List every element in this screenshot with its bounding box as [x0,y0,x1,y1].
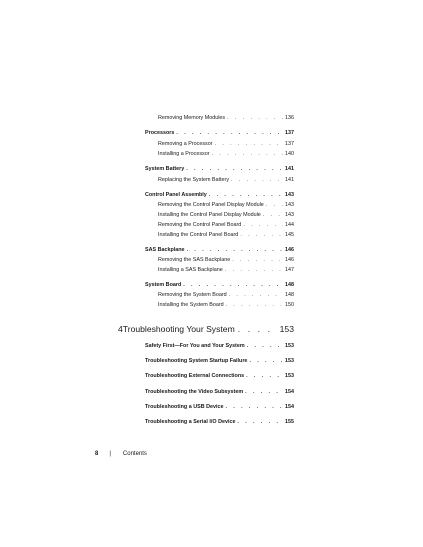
toc-heading-label: System Board [145,282,182,288]
toc-entry-page: 136 [285,115,294,121]
page-number: 8 [95,451,99,457]
toc-heading-page: 154 [285,404,294,410]
dot-leader [229,293,283,298]
toc-heading-label: Control Panel Assembly [145,192,207,198]
toc-entry-page: 147 [285,267,294,273]
toc-heading-label: Troubleshooting a Serial I/O Device [145,419,236,425]
toc-heading[interactable] [145,420,294,425]
toc-entry[interactable] [158,293,294,298]
toc-entry-label: Installing a Processor [158,151,210,157]
toc-entry[interactable] [158,233,294,238]
dot-leader [209,193,283,198]
toc-entry-label: Removing a Processor [158,141,213,147]
dot-leader [237,420,283,425]
dot-leader [249,359,283,364]
dot-leader [246,374,283,379]
toc-heading[interactable] [145,248,294,253]
dot-leader [243,223,283,228]
toc-heading[interactable] [145,344,294,349]
toc-entry-label: Installing the Control Panel Display Module [158,212,261,218]
dot-leader [232,258,283,263]
dot-leader [215,142,283,147]
toc-entry[interactable] [158,213,294,218]
chapter-page: 153 [279,324,294,334]
toc-heading[interactable] [145,374,294,379]
toc-heading-page: 153 [285,358,294,364]
toc-entry[interactable] [158,223,294,228]
toc-heading-label: Processors [145,130,175,136]
toc-heading-page: 137 [285,130,294,136]
toc-entry-page: 143 [285,202,294,208]
page-footer [95,451,147,457]
toc-entry[interactable] [158,142,294,147]
toc-entry[interactable] [158,152,294,157]
footer-section: Contents [122,451,147,457]
toc-heading-label: Troubleshooting a USB Device [145,404,224,410]
toc-heading-label: Troubleshooting External Connections [145,373,245,379]
toc-entry-label: Installing the Control Panel Board [158,232,239,238]
toc-entry-page: 144 [285,222,294,228]
dot-leader [187,248,283,253]
dot-leader [226,303,283,308]
dot-leader [186,167,283,172]
toc-entry-page: 141 [285,177,294,183]
toc-entry-label: Removing Memory Modules [158,115,226,121]
toc-heading-page: 154 [285,389,294,395]
toc-entry[interactable] [158,268,294,273]
toc-entry-label: Replacing the System Battery [158,177,230,183]
toc-heading[interactable] [145,405,294,410]
toc-heading-page: 155 [285,419,294,425]
dot-leader [247,344,283,349]
dot-leader [238,325,277,334]
dot-leader [183,283,283,288]
chapter-heading[interactable] [118,325,294,334]
toc-heading-page: 153 [285,343,294,349]
dot-leader [225,405,283,410]
toc-heading-page: 148 [285,282,294,288]
dot-leader [231,178,283,183]
toc-entry-page: 143 [285,212,294,218]
toc-entry[interactable] [158,303,294,308]
toc-entry-page: 148 [285,292,294,298]
toc-entry[interactable] [158,116,294,121]
toc-heading[interactable] [145,359,294,364]
dot-leader [176,131,283,136]
toc-heading-page: 146 [285,247,294,253]
toc-heading[interactable] [145,390,294,395]
toc-entry-page: 150 [285,302,294,308]
toc-entry-page: 140 [285,151,294,157]
dot-leader [225,268,283,273]
toc-heading-page: 141 [285,166,294,172]
dot-leader [240,233,283,238]
toc-heading-label: Troubleshooting the Video Subsystem [145,389,244,395]
dot-leader [212,152,283,157]
toc-heading-label: SAS Backplane [145,247,185,253]
toc-heading-label: System Battery [145,166,185,172]
dot-leader [263,213,283,218]
toc-entry-page: 137 [285,141,294,147]
toc-entry-label: Removing the System Board [158,292,227,298]
toc-entry-label: Installing the System Board [158,302,224,308]
toc-heading[interactable] [145,283,294,288]
toc-entry[interactable] [158,258,294,263]
toc-heading-label: Troubleshooting System Startup Failure [145,358,248,364]
chapter-title: Troubleshooting Your System [122,324,235,334]
dot-leader [266,203,283,208]
footer-separator: | [109,451,111,457]
toc-entry-label: Installing a SAS Backplane [158,267,223,273]
dot-leader [245,390,283,395]
dot-leader [227,116,283,121]
toc-heading[interactable] [145,131,294,136]
chapter-number: 4 [118,324,123,334]
toc-entry-label: Removing the Control Panel Display Module [158,202,264,208]
toc-entry-label: Removing the SAS Backplane [158,257,231,263]
toc-entry-label: Removing the Control Panel Board [158,222,242,228]
toc-entry[interactable] [158,178,294,183]
toc-entry-page: 146 [285,257,294,263]
toc-heading-page: 143 [285,192,294,198]
toc-heading[interactable] [145,193,294,198]
toc-entry-page: 145 [285,232,294,238]
toc-heading-label: Safety First—For You and Your System [145,343,245,349]
toc-entry[interactable] [158,203,294,208]
toc-heading[interactable] [145,167,294,172]
toc-heading-page: 153 [285,373,294,379]
